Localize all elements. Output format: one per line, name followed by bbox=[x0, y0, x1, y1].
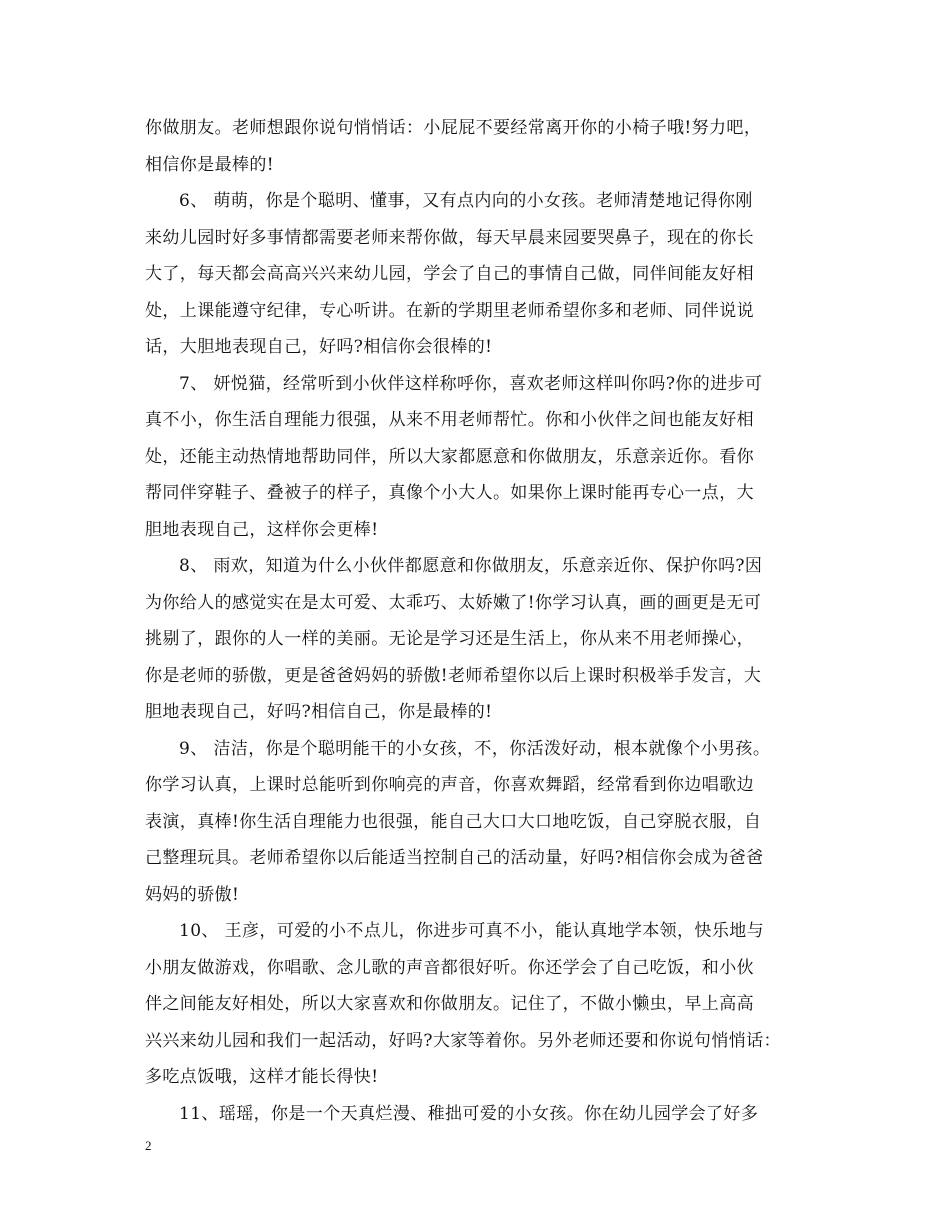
text-line: 挑剔了，跟你的人一样的美丽。无论是学习还是生活上，你从来不用老师操心， bbox=[145, 629, 754, 649]
text-line: 胆地表现自己，好吗?相信自己，你是最棒的! bbox=[145, 702, 493, 722]
text-line: 多吃点饭哦，这样才能长得快! bbox=[145, 1067, 379, 1087]
paragraph-start-10: 10、 王彦，可爱的小不点儿，你进步可真不小，能认真地学本领，快乐地与 bbox=[179, 921, 765, 941]
text-line: 你做朋友。老师想跟你说句悄悄话：小屁屁不要经常离开你的小椅子哦!努力吧， bbox=[145, 118, 762, 138]
document-body bbox=[145, 110, 815, 1132]
text-line: 妈妈的骄傲! bbox=[145, 884, 240, 905]
text-line: 帮同伴穿鞋子、叠被子的样子，真像个小大人。如果你上课时能再专心一点，大 bbox=[145, 483, 754, 503]
paragraph-start-7: 7、 妍悦猫，经常听到小伙伴这样称呼你，喜欢老师这样叫你吗?你的进步可 bbox=[179, 373, 763, 394]
text-line: 处，上课能遵守纪律，专心听讲。在新的学期里老师希望你多和老师、同伴说说 bbox=[145, 300, 754, 321]
paragraph-start-11: 11、瑶瑶，你是一个天真烂漫、稚拙可爱的小女孩。你在幼儿园学会了好多 bbox=[179, 1103, 759, 1124]
text-line: 相信你是最棒的! bbox=[145, 154, 275, 175]
text-line: 表演，真棒!你生活自理能力也很强，能自己大口大口地吃饭，自己穿脱衣服，自 bbox=[145, 811, 762, 832]
text-line: 己整理玩具。老师希望你以后能适当控制自己的活动量，好吗?相信你会成为爸爸 bbox=[145, 848, 764, 868]
text-line: 胆地表现自己，这样你会更棒! bbox=[145, 519, 379, 540]
paragraph-start-9: 9、 洁洁，你是个聪明能干的小女孩，不，你活泼好动，根本就像个小男孩。 bbox=[179, 738, 771, 759]
text-line: 话，大胆地表现自己，好吗?相信你会很棒的! bbox=[145, 337, 493, 357]
text-line: 处，还能主动热情地帮助同伴，所以大家都愿意和你做朋友，乐意亲近你。看你 bbox=[145, 446, 754, 467]
page-number: 2 bbox=[145, 1138, 152, 1153]
text-line: 你学习认真，上课时总能听到你响亮的声音，你喜欢舞蹈，经常看到你边唱歌边 bbox=[145, 775, 754, 795]
text-line: 小朋友做游戏，你唱歌、念儿歌的声音都很好听。你还学会了自己吃饭，和小伙 bbox=[145, 957, 754, 978]
text-line: 你是老师的骄傲，更是爸爸妈妈的骄傲!老师希望你以后上课时积极举手发言，大 bbox=[145, 665, 762, 686]
text-line: 来幼儿园时好多事情都需要老师来帮你做，每天早晨来园要哭鼻子，现在的你长 bbox=[145, 227, 754, 248]
text-line: 真不小，你生活自理能力很强，从来不用老师帮忙。你和小伙伴之间也能友好相 bbox=[145, 410, 754, 430]
text-line: 大了，每天都会高高兴兴来幼儿园，学会了自己的事情自己做，同伴间能友好相 bbox=[145, 264, 754, 284]
text-line: 为你给人的感觉实在是太可爱、太乖巧、太娇嫩了!你学习认真，画的画更是无可 bbox=[145, 592, 762, 613]
text-line: 兴兴来幼儿园和我们一起活动，好吗?大家等着你。另外老师还要和你说句悄悄话： bbox=[145, 1030, 781, 1051]
text-line: 伴之间能友好相处，所以大家喜欢和你做朋友。记住了，不做小懒虫，早上高高 bbox=[145, 994, 754, 1014]
paragraph-start-8: 8、 雨欢，知道为什么小伙伴都愿意和你做朋友，乐意亲近你、保护你吗?因 bbox=[179, 556, 763, 576]
paragraph-start-6: 6、 萌萌，你是个聪明、懂事，又有点内向的小女孩。老师清楚地记得你刚 bbox=[179, 191, 753, 211]
